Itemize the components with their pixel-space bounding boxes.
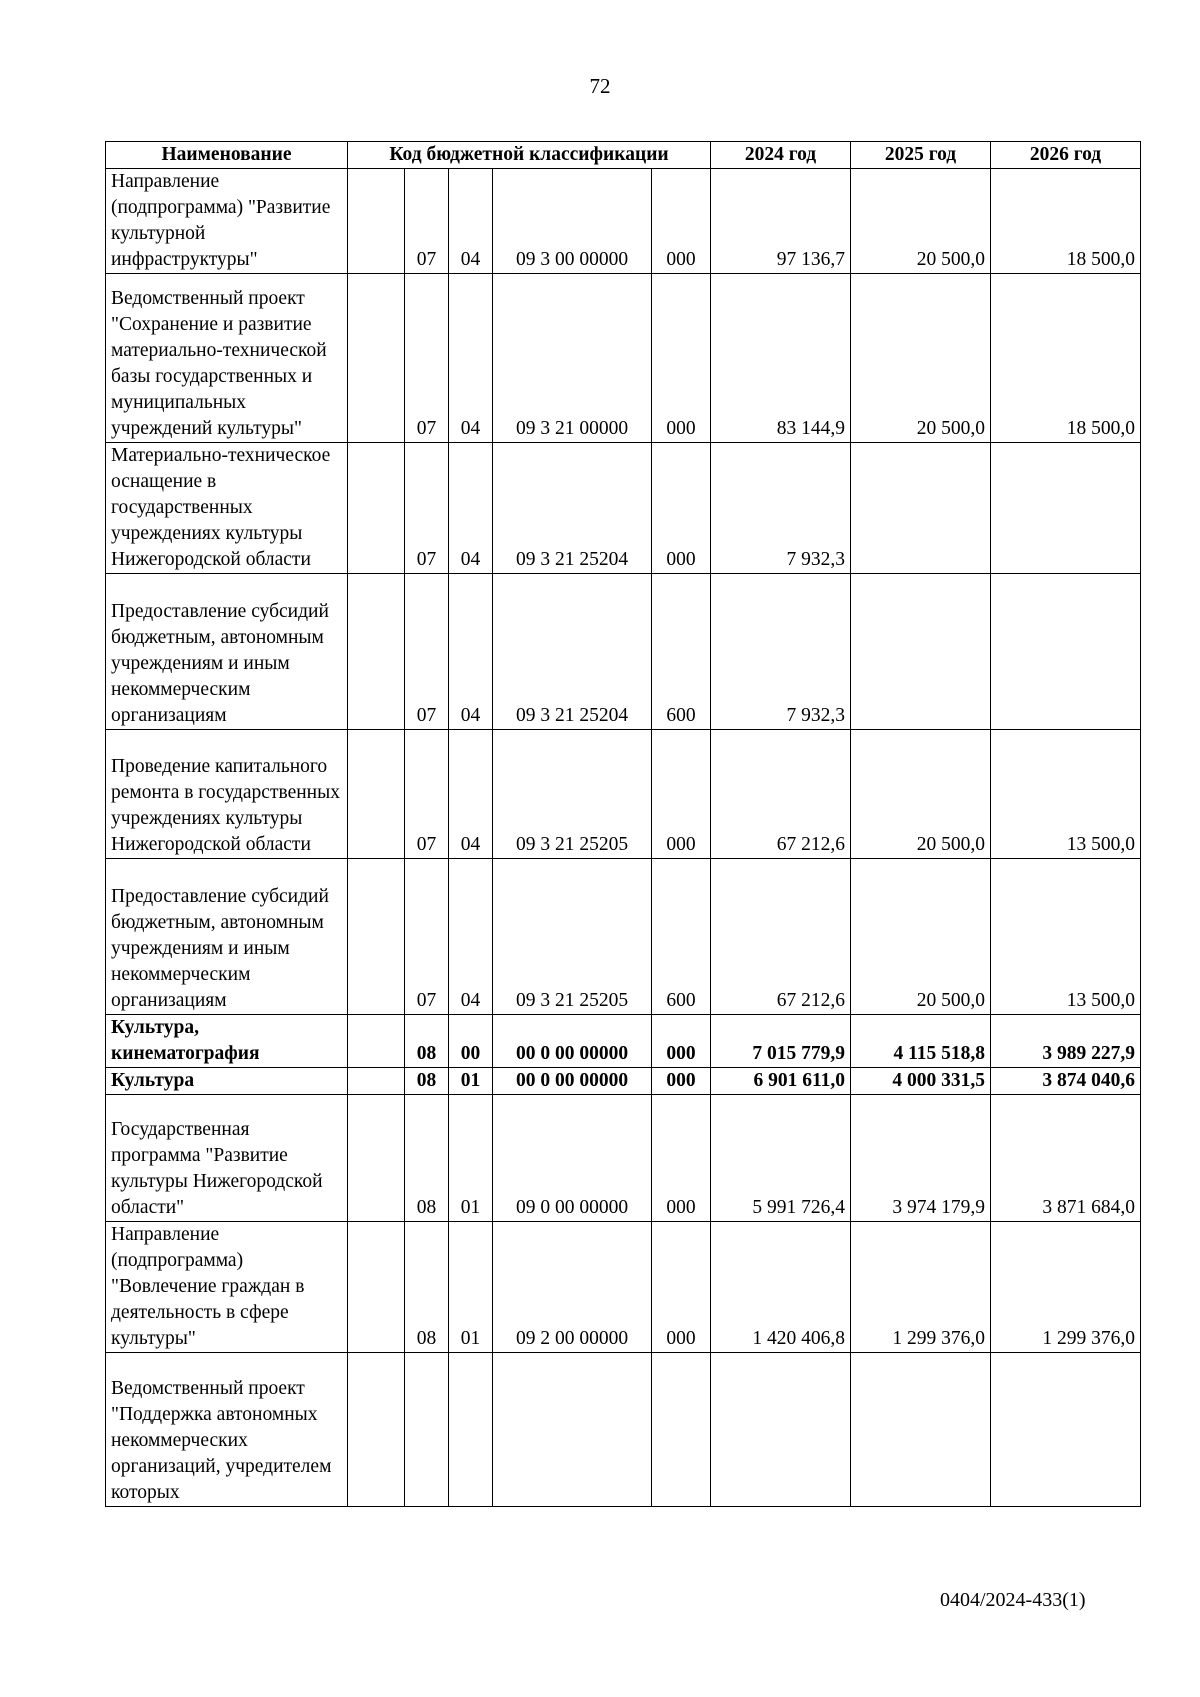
cell-target-article: 00 0 00 00000 xyxy=(493,1068,652,1095)
cell-2026 xyxy=(991,574,1141,730)
cell-2024: 7 932,3 xyxy=(711,443,851,574)
cell-section: 07 xyxy=(405,443,449,574)
table-row xyxy=(106,274,1141,443)
cell-target-article: 09 3 00 00000 xyxy=(493,169,652,274)
cell-expense-type: 600 xyxy=(652,859,711,1015)
cell-2024: 97 136,7 xyxy=(711,169,851,274)
cell-2025: 3 974 179,9 xyxy=(851,1095,991,1222)
cell-2024: 83 144,9 xyxy=(711,274,851,443)
cell-section: 08 xyxy=(405,1068,449,1095)
cell-2025 xyxy=(851,1353,991,1507)
cell-expense-type xyxy=(652,1353,711,1507)
table-row xyxy=(106,1222,1141,1353)
cell-2026 xyxy=(991,1353,1141,1507)
cell-expense-type: 600 xyxy=(652,574,711,730)
cell-name: Ведомственный проект "Сохранение и развитие материально-технической базы государственных и муниципальных учреждений культуры" xyxy=(106,274,348,443)
cell-2024: 7 015 779,9 xyxy=(711,1015,851,1068)
cell-code-empty xyxy=(348,1222,405,1353)
cell-section: 07 xyxy=(405,859,449,1015)
table-row xyxy=(106,443,1141,574)
cell-2024: 67 212,6 xyxy=(711,859,851,1015)
cell-section: 08 xyxy=(405,1095,449,1222)
cell-section: 08 xyxy=(405,1015,449,1068)
cell-target-article: 09 3 21 00000 xyxy=(493,274,652,443)
cell-expense-type: 000 xyxy=(652,1068,711,1095)
cell-name: Направление (подпрограмма) "Вовлечение граждан в деятельность в сфере культуры" xyxy=(106,1222,348,1353)
table-row xyxy=(106,859,1141,1015)
cell-expense-type: 000 xyxy=(652,274,711,443)
cell-section: 07 xyxy=(405,730,449,859)
header-2026: 2026 год xyxy=(991,142,1141,169)
table-row xyxy=(106,1353,1141,1507)
cell-code-empty xyxy=(348,443,405,574)
cell-name: Направление (подпрограмма) "Развитие культурной инфраструктуры" xyxy=(106,169,348,274)
table-header-row xyxy=(106,142,1141,169)
cell-section: 08 xyxy=(405,1222,449,1353)
cell-target-article: 09 3 21 25205 xyxy=(493,859,652,1015)
table-row xyxy=(106,169,1141,274)
header-name: Наименование xyxy=(106,142,348,169)
cell-code-empty xyxy=(348,1015,405,1068)
cell-subsection xyxy=(449,1353,493,1507)
cell-2026: 3 871 684,0 xyxy=(991,1095,1141,1222)
cell-2025 xyxy=(851,574,991,730)
cell-code-empty xyxy=(348,169,405,274)
cell-2026: 1 299 376,0 xyxy=(991,1222,1141,1353)
cell-name: Культура, кинематография xyxy=(106,1015,348,1068)
cell-2024: 5 991 726,4 xyxy=(711,1095,851,1222)
header-2025: 2025 год xyxy=(851,142,991,169)
header-2024: 2024 год xyxy=(711,142,851,169)
cell-name: Материально-техническое оснащение в государственных учреждениях культуры Нижегородской области xyxy=(106,443,348,574)
cell-subsection: 04 xyxy=(449,274,493,443)
cell-subsection: 01 xyxy=(449,1095,493,1222)
cell-subsection: 04 xyxy=(449,574,493,730)
cell-name: Ведомственный проект "Поддержка автономных некоммерческих организаций, учредителем которых xyxy=(106,1353,348,1507)
cell-subsection: 04 xyxy=(449,859,493,1015)
cell-target-article: 09 3 21 25205 xyxy=(493,730,652,859)
document-code: 0404/2024-433(1) xyxy=(940,1589,1086,1611)
cell-expense-type: 000 xyxy=(652,1222,711,1353)
cell-subsection: 04 xyxy=(449,169,493,274)
cell-subsection: 01 xyxy=(449,1068,493,1095)
cell-code-empty xyxy=(348,730,405,859)
cell-2025: 20 500,0 xyxy=(851,169,991,274)
cell-name: Государственная программа "Развитие культуры Нижегородской области" xyxy=(106,1095,348,1222)
cell-2025: 20 500,0 xyxy=(851,859,991,1015)
cell-2026: 3 874 040,6 xyxy=(991,1068,1141,1095)
table-row xyxy=(106,1068,1141,1095)
cell-2026: 13 500,0 xyxy=(991,859,1141,1015)
table-body xyxy=(106,169,1141,1507)
cell-2025: 20 500,0 xyxy=(851,730,991,859)
cell-code-empty xyxy=(348,1068,405,1095)
table-row xyxy=(106,574,1141,730)
page-number: 72 xyxy=(589,74,611,98)
cell-2024: 6 901 611,0 xyxy=(711,1068,851,1095)
cell-name: Предоставление субсидий бюджетным, автономным учреждениям и иным некоммерческим организациям xyxy=(106,859,348,1015)
cell-2024: 67 212,6 xyxy=(711,730,851,859)
cell-target-article xyxy=(493,1353,652,1507)
cell-code-empty xyxy=(348,859,405,1015)
cell-target-article: 09 2 00 00000 xyxy=(493,1222,652,1353)
cell-2026: 18 500,0 xyxy=(991,274,1141,443)
cell-2026: 3 989 227,9 xyxy=(991,1015,1141,1068)
cell-target-article: 09 3 21 25204 xyxy=(493,443,652,574)
cell-2025: 4 115 518,8 xyxy=(851,1015,991,1068)
cell-code-empty xyxy=(348,1353,405,1507)
cell-2025: 4 000 331,5 xyxy=(851,1068,991,1095)
cell-section xyxy=(405,1353,449,1507)
cell-expense-type: 000 xyxy=(652,1095,711,1222)
table-row xyxy=(106,730,1141,859)
budget-table-wrapper xyxy=(105,141,1140,1507)
cell-expense-type: 000 xyxy=(652,169,711,274)
cell-code-empty xyxy=(348,1095,405,1222)
cell-section: 07 xyxy=(405,574,449,730)
cell-2026 xyxy=(991,443,1141,574)
cell-2024: 7 932,3 xyxy=(711,574,851,730)
table-row xyxy=(106,1015,1141,1068)
cell-expense-type: 000 xyxy=(652,443,711,574)
cell-2024: 1 420 406,8 xyxy=(711,1222,851,1353)
cell-section: 07 xyxy=(405,274,449,443)
cell-expense-type: 000 xyxy=(652,1015,711,1068)
table-row xyxy=(106,1095,1141,1222)
cell-target-article: 09 3 21 25204 xyxy=(493,574,652,730)
cell-code-empty xyxy=(348,274,405,443)
cell-subsection: 04 xyxy=(449,730,493,859)
header-code: Код бюджетной классификации xyxy=(348,142,711,169)
cell-code-empty xyxy=(348,574,405,730)
cell-name: Предоставление субсидий бюджетным, автономным учреждениям и иным некоммерческим организациям xyxy=(106,574,348,730)
cell-subsection: 04 xyxy=(449,443,493,574)
cell-2025: 20 500,0 xyxy=(851,274,991,443)
cell-2025 xyxy=(851,443,991,574)
cell-subsection: 01 xyxy=(449,1222,493,1353)
cell-2025: 1 299 376,0 xyxy=(851,1222,991,1353)
cell-section: 07 xyxy=(405,169,449,274)
cell-2024 xyxy=(711,1353,851,1507)
cell-target-article: 00 0 00 00000 xyxy=(493,1015,652,1068)
cell-target-article: 09 0 00 00000 xyxy=(493,1095,652,1222)
cell-2026: 13 500,0 xyxy=(991,730,1141,859)
cell-2026: 18 500,0 xyxy=(991,169,1141,274)
cell-name: Культура xyxy=(106,1068,348,1095)
cell-subsection: 00 xyxy=(449,1015,493,1068)
cell-name: Проведение капитального ремонта в государственных учреждениях культуры Нижегородской области xyxy=(106,730,348,859)
cell-expense-type: 000 xyxy=(652,730,711,859)
budget-table xyxy=(105,141,1141,1507)
